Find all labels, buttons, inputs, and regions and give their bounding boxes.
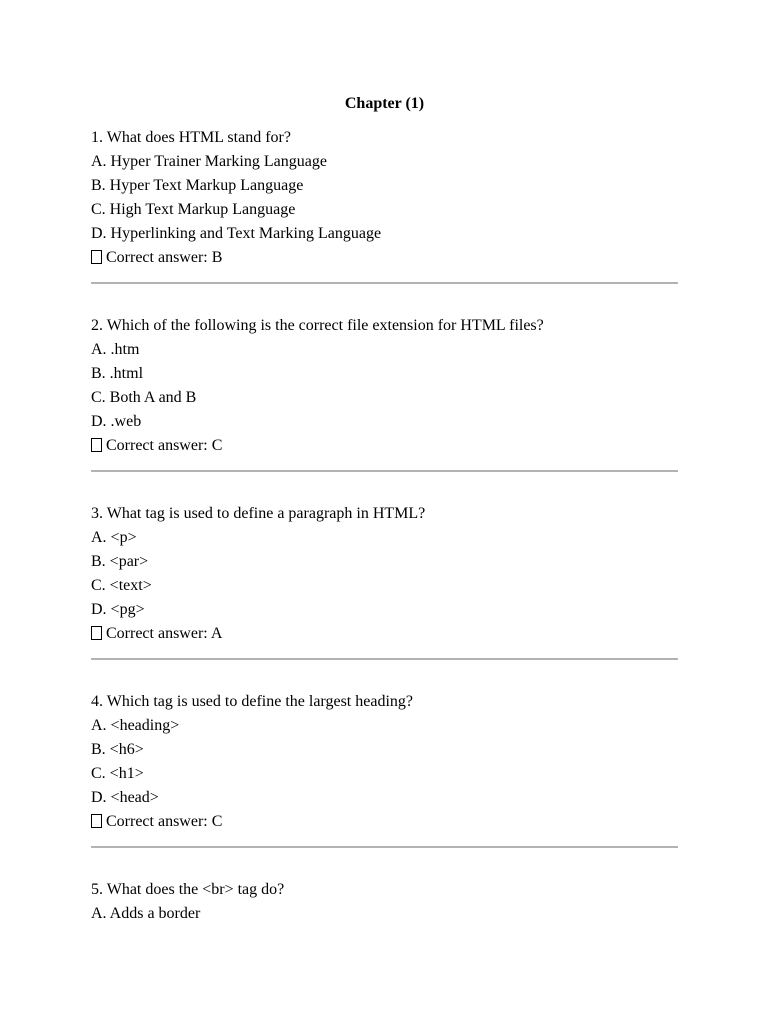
missing-glyph-icon [91, 438, 102, 452]
answer-option: D. Hyperlinking and Text Marking Language [91, 225, 382, 242]
question-block [91, 314, 678, 458]
correct-answer-text: Correct answer: A [106, 625, 223, 642]
question-block [91, 690, 678, 834]
answer-option: B. .html [91, 365, 144, 382]
answer-option: B. <par> [91, 553, 149, 570]
question-block [91, 502, 678, 646]
answer-option: D. <pg> [91, 601, 145, 618]
answer-option: C. <text> [91, 577, 152, 594]
answer-option: C. Both A and B [91, 389, 197, 406]
question-text: 1. What does HTML stand for? [91, 129, 291, 146]
correct-answer-text: Correct answer: B [106, 249, 223, 266]
answer-option: B. <h6> [91, 741, 144, 758]
document-page [91, 92, 678, 926]
correct-answer-line [91, 810, 678, 834]
question-text: 3. What tag is used to define a paragraph in HTML? [91, 505, 426, 522]
answer-option: A. <p> [91, 529, 137, 546]
correct-answer-line [91, 246, 678, 270]
answer-option: B. Hyper Text Markup Language [91, 177, 304, 194]
answer-option: A. <heading> [91, 717, 180, 734]
question-divider [91, 470, 678, 472]
missing-glyph-icon [91, 250, 102, 264]
question-text: 4. Which tag is used to define the largest heading? [91, 693, 413, 710]
question-text: 5. What does the <br> tag do? [91, 881, 285, 898]
missing-glyph-icon [91, 814, 102, 828]
question-divider [91, 282, 678, 284]
missing-glyph-icon [91, 626, 102, 640]
correct-answer-text: Correct answer: C [106, 437, 223, 454]
question-text: 2. Which of the following is the correct file extension for HTML files? [91, 317, 544, 334]
answer-option: A. Hyper Trainer Marking Language [91, 153, 327, 170]
question-block [91, 878, 678, 926]
chapter-title: Chapter (1) [344, 95, 425, 112]
question-block [91, 126, 678, 270]
correct-answer-line [91, 622, 678, 646]
correct-answer-line [91, 434, 678, 458]
question-divider [91, 658, 678, 660]
answer-option: C. <h1> [91, 765, 144, 782]
answer-option: D. <head> [91, 789, 159, 806]
answer-option: D. .web [91, 413, 142, 430]
answer-option: A. Adds a border [91, 905, 201, 922]
question-divider [91, 846, 678, 848]
correct-answer-text: Correct answer: C [106, 813, 223, 830]
answer-option: C. High Text Markup Language [91, 201, 296, 218]
answer-option: A. .htm [91, 341, 140, 358]
